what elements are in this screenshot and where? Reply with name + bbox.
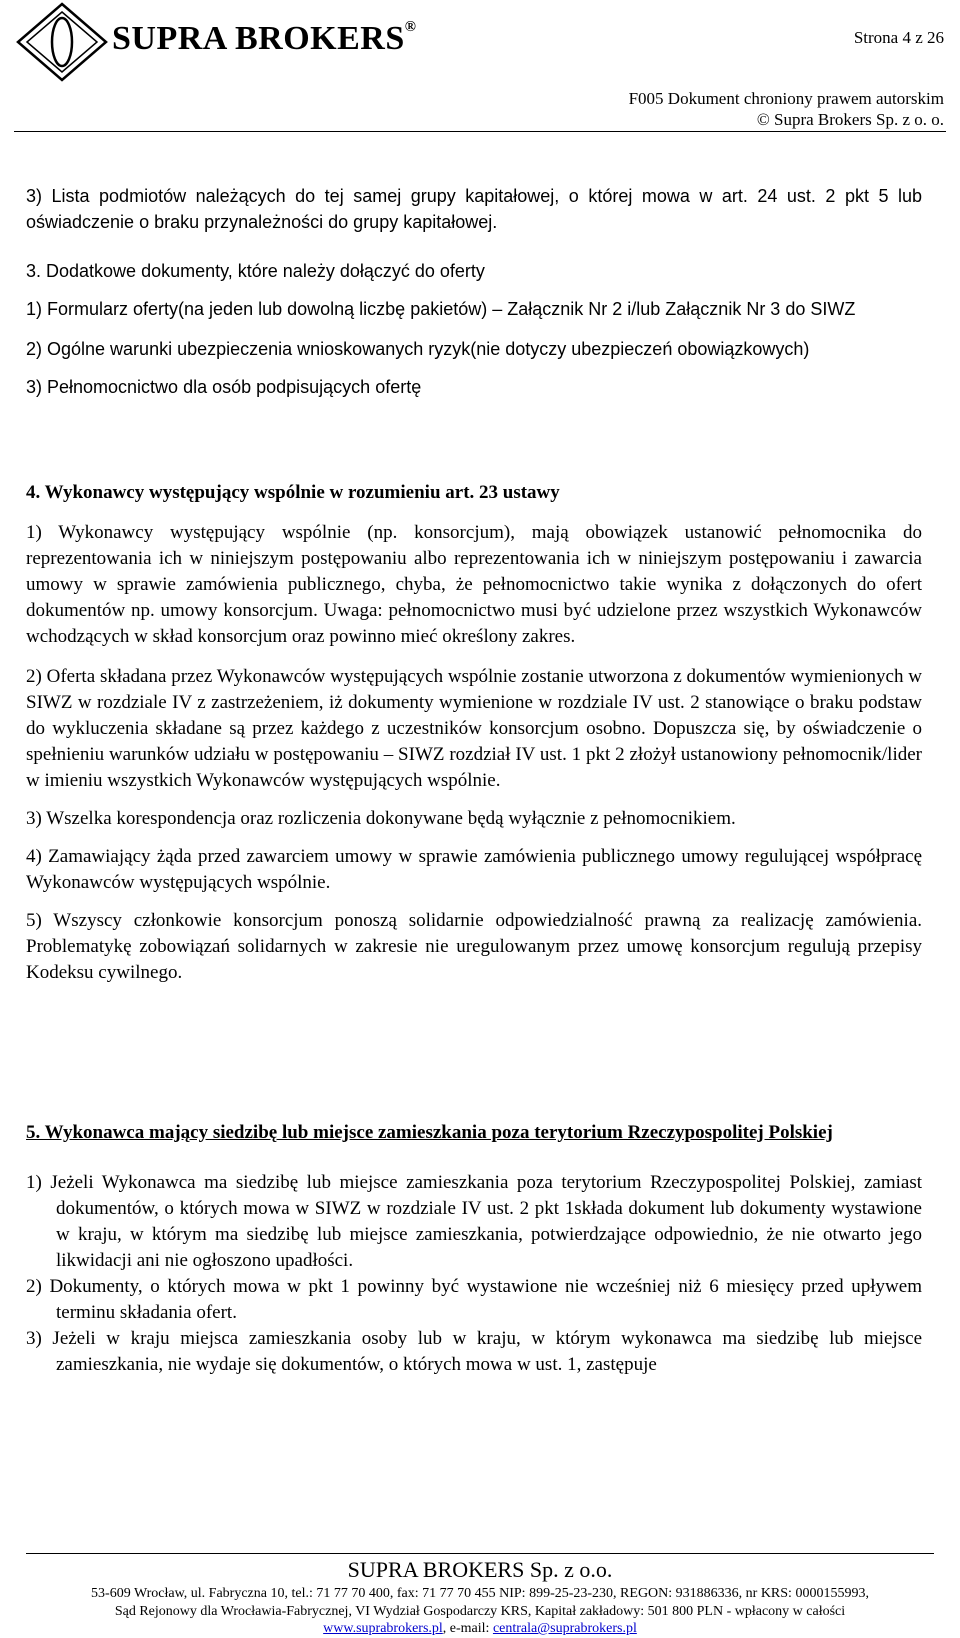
capital-group-item [26,183,922,235]
website-link[interactable]: www.suprabrokers.pl [323,1621,443,1636]
email-label: , e-mail: [442,1621,493,1636]
copyright-note: © Supra Brokers Sp. z o. o. [756,110,944,129]
list-item: 1) Jeżeli Wykonawca ma siedzibę lub miejsce zamieszkania poza terytorium Rzeczypospolitej Polskiej, zamiast dokumentów, o których mowa w SIWZ w rozdziale IV ust. 2 pkt 1składa dokument lub dokumenty wystawione w kraju, w którym ma siedzibę lub miejsce zamieszkania, potwierdzające odpowiednio, że nie otwarto jego likwidacji ani nie ogłoszono upadłości. [26,1172,922,1271]
document-protection-note: F005 Dokument chroniony prawem autorskim [628,89,944,108]
list-item: 2) Oferta składana przez Wykonawców występujących wspólnie zostanie utworzona z dokumentów wymienionych w SIWZ w rozdziale IV z zastrzeżeniem, iż dokumenty wymienione w rozdziale IV ust. 2 stanowiące o braku podstaw do wykluczenia składane są przez każdego z uczestników konsorcjum osobno. Dopuszcza się, by oświadczenie o spełnieniu warunków udziału w postępowaniu – SIWZ rozdział IV ust. 1 pkt 2 złożył ustanowiony pełnomocnik/lider w imieniu wszystkich Wykonawców występujących wspólnie. [26,666,922,791]
header-divider [14,131,946,132]
section-3-title: 3. Dodatkowe dokumenty, które należy dołączyć do oferty [26,261,485,281]
supra-brokers-logo [14,2,110,82]
list-item: 2) Dokumenty, o których mowa w pkt 1 powinny być wystawione nie wcześniej niż 6 miesięcy przed upływem terminu składania ofert. [26,1276,922,1323]
list-item: 3) Lista podmiotów należących do tej samej grupy kapitałowej, o której mowa w art. 24 ust. 2 pkt 5 lub oświadczenie o braku przynależności do grupy kapitałowej. [26,186,922,232]
list-item: 5) Wszyscy członkowie konsorcjum ponoszą solidarnie odpowiedzialność prawną za realizację zamówienia. Problematykę zobowiązań solidarnych w zakresie nie uregulowanym przez umowę konsorcjum regulują przepisy Kodeksu cywilnego. [26,910,922,983]
section-4-title: 4. Wykonawcy występujący wspólnie w rozumieniu art. 23 ustawy [26,482,560,503]
brand-name: SUPRA BROKERS® [112,18,417,57]
list-item: 2) Ogólne warunki ubezpieczenia wnioskowanych ryzyk(nie dotyczy ubezpieczeń obowiązkowych) [26,339,810,359]
section-5-title: 5. Wykonawca mający siedzibę lub miejsce zamieszkania poza terytorium Rzeczypospolitej Polskiej [26,1122,833,1143]
list-item: 3) Jeżeli w kraju miejsca zamieszkania osoby lub w kraju, w którym wykonawca ma siedzibę lub miejsce zamieszkania, nie wydaje się dokumentów, o których mowa w ust. 1, zastępuje [26,1328,922,1375]
registered-mark: ® [404,18,417,35]
header-notice [629,88,944,130]
section-5 [26,1120,922,1378]
section-3 [26,258,922,400]
list-item: 3) Wszelka korespondencja oraz rozliczenia dokonywane będą wyłącznie z pełnomocnikiem. [26,808,736,829]
footer-company: SUPRA BROKERS Sp. z o.o. [347,1557,613,1582]
list-item: 1) Wykonawcy występujący wspólnie (np. konsorcjum), mają obowiązek ustanowić pełnomocnika do reprezentowania ich w niniejszym postępowaniu albo reprezentowania ich w niniejszym postępowaniu i zawarcia umowy w sprawie zamówienia publicznego, chyba, że pełnomocnictwo takie wynika z dołączonych do ofert dokumentów np. umowy konsorcjum. Uwaga: pełnomocnictwo musi być udzielone przez wszystkich Wykonawców wchodzących w skład konsorcjum oraz powinno mieć określony zakres. [26,522,922,647]
section-4 [26,480,922,986]
list-item: 4) Zamawiający żąda przed zawarciem umowy w sprawie zamówienia publicznego umowy regulującej współpracę Wykonawców występujących wspólnie. [26,846,922,893]
page-number: Strona 4 z 26 [853,28,944,47]
list-item: 3) Pełnomocnictwo dla osób podpisujących ofertę [26,377,422,397]
footer-court: Sąd Rejonowy dla Wrocławia-Fabrycznej, VI Wydział Gospodarczy KRS, Kapitał zakładowy: 501 800 PLN - wpłacony w całości [114,1604,846,1619]
footer-divider [26,1553,934,1554]
footer-address: 53-609 Wrocław, ul. Fabryczna 10, tel.: 71 77 70 400, fax: 71 77 70 455 NIP: 899-25-23-230, REGON: 931886336, nr KRS: 0000155993, [91,1586,869,1601]
list-item: 1) Formularz oferty(na jeden lub dowolną liczbę pakietów) – Załącznik Nr 2 i/lub Załącznik Nr 3 do SIWZ [26,299,856,319]
email-link[interactable]: centrala@suprabrokers.pl [492,1621,637,1636]
footer-contacts [0,1620,960,1638]
